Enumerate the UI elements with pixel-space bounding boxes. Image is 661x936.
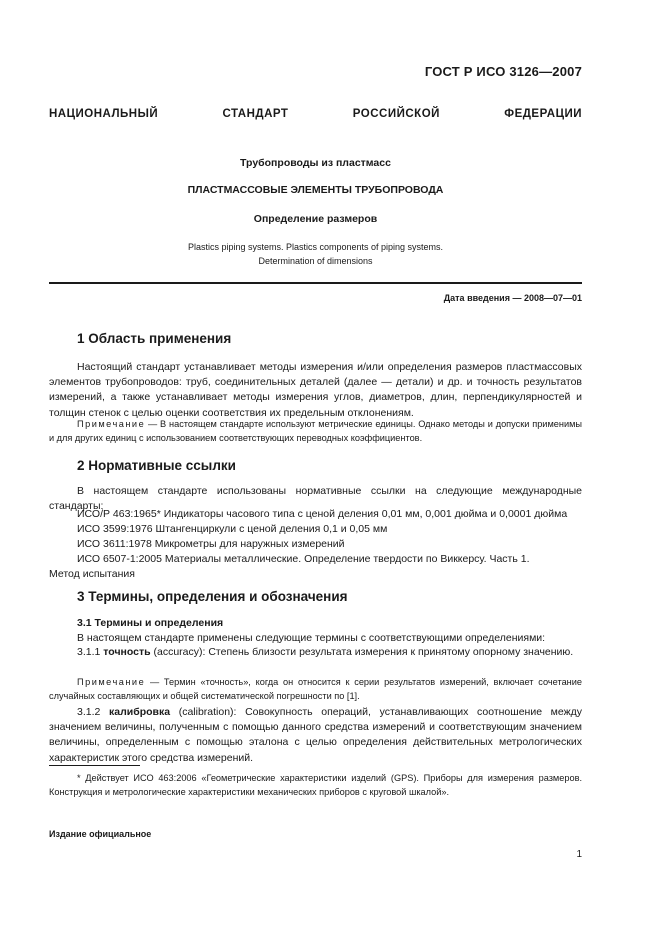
english-title-line-2: Determination of dimensions	[258, 255, 373, 266]
section-3-intro: В настоящем стандарте применены следующие термины с соответствующими определениями:	[77, 632, 546, 644]
title-line-2: ПЛАСТМАССОВЫЕ ЭЛЕМЕНТЫ ТРУБОПРОВОДА	[187, 184, 444, 196]
note-label: Примечание	[77, 419, 146, 429]
reference-item-continuation: Метод испытания	[49, 568, 135, 580]
term-3-1-1-note	[49, 676, 582, 703]
term-name: точность	[103, 646, 151, 658]
section-1-note	[49, 418, 582, 445]
title-line-1: Трубопроводы из пластмасс	[240, 157, 391, 169]
section-1-paragraph: Настоящий стандарт устанавливает методы измерения и/или определения размеров пластмассовых элементов трубопроводов: труб, соединительных деталей (далее — детали) и др. и точность результатов измерений, а также устанавливает методы измерения углов, диаметров, длин, перпендикулярностей и толщин стенок с целью оценки соответствия их предельным отклонениям.	[49, 361, 582, 419]
term-number: 3.1.2	[77, 706, 101, 718]
section-1-heading: 1 Область применения	[77, 331, 232, 346]
reference-item: ИСО 3611:1978 Микрометры для наружных измерений	[77, 538, 345, 550]
note-label: Примечание	[77, 677, 146, 687]
note-text: — В настоящем стандарте используют метрические единицы. Однако методы и допуски применимы и для других единиц с использованием соответствующих переводных коэффициентов.	[49, 419, 582, 443]
note-text: — Термин «точность», когда он относится к серии результатов измерений, включает сочетание случайных составляющих и общей систематической погрешности по [1].	[49, 677, 582, 701]
term-3-1-1	[49, 645, 582, 660]
term-name: калибровка	[108, 706, 171, 718]
footnote: * Действует ИСО 463:2006 «Геометрические характеристики изделий (GPS). Приборы для измерения размеров. Конструкция и метрологические характеристики механических приборов с круговой шкалой».	[49, 773, 582, 797]
reference-item: ИСО 6507-1:2005 Материалы металлические. Определение твердости по Виккерсу. Часть 1.	[77, 553, 530, 565]
page-number: 1	[576, 849, 582, 860]
term-3-1-2	[49, 705, 582, 766]
footnote-divider	[49, 765, 140, 766]
national-standard-banner: НАЦИОНАЛЬНЫЙ СТАНДАРТ РОССИЙСКОЙ ФЕДЕРАЦИИ	[49, 108, 582, 120]
reference-item: ИСО/Р 463:1965* Индикаторы часового типа с ценой деления 0,01 мм, 0,001 дюйма и 0,0001 дюйма	[77, 508, 568, 520]
section-3-heading: 3 Термины, определения и обозначения	[77, 589, 348, 604]
term-definition: (calibration): Совокупность операций, устанавливающих соотношение между значением величины, полученным с помощью данного средства измерений и соответствующим значением величины, определенным с помощью эталона с целью определения действительных метрологических характеристик этого средства измерений.	[49, 706, 582, 764]
document-designation: ГОСТ Р ИСО 3126—2007	[424, 64, 582, 79]
title-line-3: Определение размеров	[253, 213, 378, 225]
reference-item: ИСО 3599:1976 Штангенциркули с ценой деления 0,1 и 0,05 мм	[77, 523, 388, 535]
term-number: 3.1.1	[77, 646, 101, 658]
english-title-line-1: Plastics piping systems. Plastics components of piping systems.	[187, 242, 444, 252]
term-definition: (accuracy): Степень близости результата измерения к принятому опорному значению.	[150, 646, 574, 658]
subsection-3-1-heading: 3.1 Термины и определения	[77, 617, 224, 629]
official-edition-label: Издание официальное	[49, 829, 152, 839]
date-of-introduction: Дата введения — 2008—07—01	[443, 293, 582, 303]
english-title	[49, 241, 582, 268]
section-2-heading: 2 Нормативные ссылки	[77, 458, 236, 473]
header-divider	[49, 282, 582, 284]
section-2-intro: В настоящем стандарте использованы нормативные ссылки на следующие международные стандарты:	[49, 485, 582, 513]
